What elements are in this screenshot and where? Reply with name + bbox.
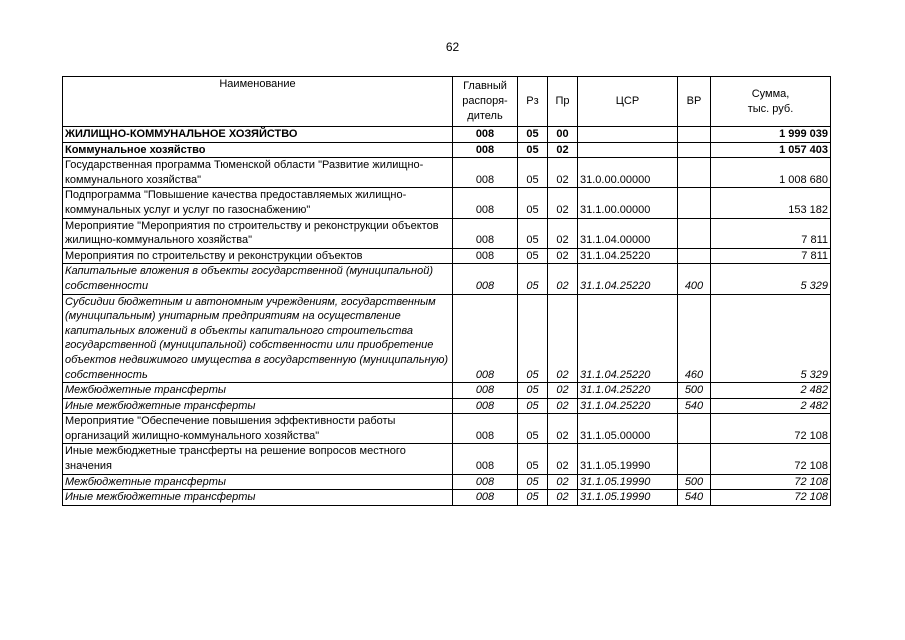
cell-pr: 02 [548, 444, 578, 474]
cell-vr [678, 127, 711, 143]
table-row [63, 294, 831, 383]
cell-rz: 05 [518, 383, 548, 399]
cell-rz: 05 [518, 294, 548, 383]
cell-name: Субсидии бюджетным и автономным учреждениям, государственным (муниципальным) унитарным предприятиям на осуществление капитальных вложений в объекты капитального строительства государственной (муниципальной) собственности или приобретение объектов недвижимого имущества в государственную (муниципальную) собственность [63, 294, 453, 383]
header-sum-line1: Сумма, [751, 87, 790, 100]
cell-name: Межбюджетные трансферты [63, 383, 453, 399]
cell-sum: 72 108 [711, 444, 831, 474]
cell-pr: 02 [548, 474, 578, 490]
cell-sum: 2 482 [711, 383, 831, 399]
header-gr-line2: распоря- [462, 95, 508, 107]
cell-pr: 00 [548, 127, 578, 143]
cell-vr: 400 [678, 264, 711, 294]
cell-vr: 540 [678, 490, 711, 506]
table-row [63, 188, 831, 218]
cell-vr [678, 188, 711, 218]
table-row [63, 383, 831, 399]
cell-pr: 02 [548, 142, 578, 158]
cell-vr [678, 158, 711, 188]
cell-name: ЖИЛИЩНО-КОММУНАЛЬНОЕ ХОЗЯЙСТВО [63, 127, 453, 143]
table-body [63, 127, 831, 506]
cell-gr: 008 [453, 294, 518, 383]
cell-name: Межбюджетные трансферты [63, 474, 453, 490]
header-gr-line3: дитель [467, 110, 503, 122]
cell-name: Иные межбюджетные трансферты [63, 398, 453, 414]
cell-csr [578, 127, 678, 143]
cell-rz: 05 [518, 218, 548, 248]
cell-pr: 02 [548, 383, 578, 399]
cell-vr: 460 [678, 294, 711, 383]
cell-gr: 008 [453, 264, 518, 294]
header-gr [453, 77, 518, 127]
cell-sum: 153 182 [711, 188, 831, 218]
table-header [63, 77, 831, 127]
header-vr: ВР [678, 77, 711, 127]
cell-gr: 008 [453, 248, 518, 264]
header-sum-line2: тыс. руб. [747, 102, 794, 115]
cell-gr: 008 [453, 490, 518, 506]
cell-csr: 31.1.04.00000 [578, 218, 678, 248]
cell-rz: 05 [518, 142, 548, 158]
cell-gr: 008 [453, 158, 518, 188]
table-row [63, 264, 831, 294]
cell-gr: 008 [453, 127, 518, 143]
cell-rz: 05 [518, 444, 548, 474]
cell-sum: 2 482 [711, 398, 831, 414]
table-row [63, 474, 831, 490]
cell-sum: 5 329 [711, 264, 831, 294]
cell-rz: 05 [518, 474, 548, 490]
cell-gr: 008 [453, 188, 518, 218]
cell-gr: 008 [453, 474, 518, 490]
cell-vr: 500 [678, 383, 711, 399]
cell-sum: 1 008 680 [711, 158, 831, 188]
cell-csr [578, 142, 678, 158]
cell-csr: 31.0.00.00000 [578, 158, 678, 188]
cell-gr: 008 [453, 398, 518, 414]
cell-rz: 05 [518, 158, 548, 188]
cell-pr: 02 [548, 264, 578, 294]
cell-sum: 72 108 [711, 490, 831, 506]
cell-name: Иные межбюджетные трансферты [63, 490, 453, 506]
cell-csr: 31.1.05.19990 [578, 444, 678, 474]
cell-vr [678, 414, 711, 444]
cell-csr: 31.1.04.25220 [578, 264, 678, 294]
cell-vr [678, 248, 711, 264]
cell-name: Подпрограмма "Повышение качества предоставляемых жилищно-коммунальных услуг и услуг по газоснабжению" [63, 188, 453, 218]
cell-gr: 008 [453, 218, 518, 248]
cell-rz: 05 [518, 414, 548, 444]
table-row [63, 414, 831, 444]
cell-csr: 31.1.00.00000 [578, 188, 678, 218]
cell-pr: 02 [548, 414, 578, 444]
cell-sum: 72 108 [711, 474, 831, 490]
cell-gr: 008 [453, 142, 518, 158]
cell-sum: 1 999 039 [711, 127, 831, 143]
cell-name: Государственная программа Тюменской области "Развитие жилищно-коммунального хозяйства" [63, 158, 453, 188]
table-row [63, 218, 831, 248]
table-row [63, 490, 831, 506]
cell-pr: 02 [548, 158, 578, 188]
table-row [63, 248, 831, 264]
header-rz: Рз [518, 77, 548, 127]
page-number: 62 [445, 40, 460, 54]
cell-pr: 02 [548, 218, 578, 248]
cell-sum: 72 108 [711, 414, 831, 444]
cell-csr: 31.1.05.19990 [578, 490, 678, 506]
cell-name: Коммунальное хозяйство [63, 142, 453, 158]
cell-csr: 31.1.05.19990 [578, 474, 678, 490]
cell-sum: 7 811 [711, 218, 831, 248]
header-csr: ЦСР [578, 77, 678, 127]
cell-vr: 500 [678, 474, 711, 490]
cell-vr [678, 142, 711, 158]
cell-csr: 31.1.04.25220 [578, 383, 678, 399]
cell-rz: 05 [518, 248, 548, 264]
cell-vr [678, 444, 711, 474]
cell-pr: 02 [548, 398, 578, 414]
cell-pr: 02 [548, 248, 578, 264]
cell-gr: 008 [453, 444, 518, 474]
header-gr-line1: Главный [463, 80, 507, 92]
cell-pr: 02 [548, 294, 578, 383]
header-pr: Пр [548, 77, 578, 127]
cell-rz: 05 [518, 490, 548, 506]
table-row [63, 158, 831, 188]
cell-name: Мероприятие "Обеспечение повышения эффективности работы организаций жилищно-коммунального хозяйства" [63, 414, 453, 444]
cell-vr: 540 [678, 398, 711, 414]
header-name: Наименование [63, 77, 453, 127]
budget-table [62, 76, 831, 506]
cell-csr: 31.1.04.25220 [578, 248, 678, 264]
table-row [63, 127, 831, 143]
cell-sum: 7 811 [711, 248, 831, 264]
cell-rz: 05 [518, 398, 548, 414]
cell-name: Мероприятие "Мероприятия по строительству и реконструкции объектов жилищно-коммунального хозяйства" [63, 218, 453, 248]
cell-pr: 02 [548, 188, 578, 218]
cell-rz: 05 [518, 127, 548, 143]
table-row [63, 142, 831, 158]
cell-sum: 1 057 403 [711, 142, 831, 158]
cell-csr: 31.1.04.25220 [578, 294, 678, 383]
table-row [63, 398, 831, 414]
cell-gr: 008 [453, 383, 518, 399]
header-sum [711, 77, 831, 127]
cell-csr: 31.1.04.25220 [578, 398, 678, 414]
cell-sum: 5 329 [711, 294, 831, 383]
cell-name: Капитальные вложения в объекты государственной (муниципальной) собственности [63, 264, 453, 294]
cell-gr: 008 [453, 414, 518, 444]
cell-name: Мероприятия по строительству и реконструкции объектов [63, 248, 453, 264]
cell-csr: 31.1.05.00000 [578, 414, 678, 444]
cell-pr: 02 [548, 490, 578, 506]
cell-vr [678, 218, 711, 248]
cell-rz: 05 [518, 188, 548, 218]
table-row [63, 444, 831, 474]
cell-name: Иные межбюджетные трансферты на решение вопросов местного значения [63, 444, 453, 474]
cell-rz: 05 [518, 264, 548, 294]
